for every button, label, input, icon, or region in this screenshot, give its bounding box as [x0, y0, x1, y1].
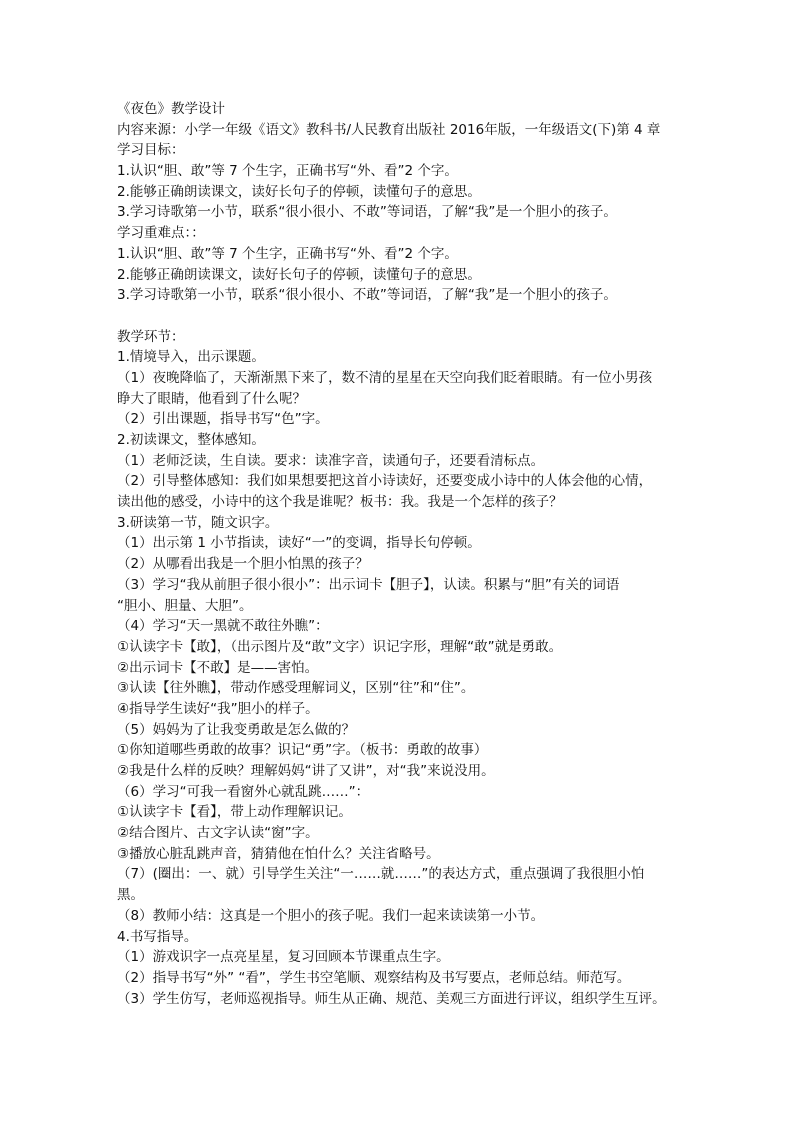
step-line: ②我是什么样的反映？理解妈妈“讲了又讲”，对“我”来说没用。	[117, 763, 495, 779]
step-line: ④指导学生读好“我”胆小的样子。	[117, 700, 319, 717]
step-line: （8）教师小结：这真是一个胆小的孩子呢。我们一起来读读第一小节。	[117, 907, 545, 924]
objectives-heading: 学习目标：	[117, 142, 185, 159]
key-point-item: 1.认识“胆、敢”等 7 个生字，正确书写“外、看”2 个字。	[117, 245, 458, 262]
step-line: （3）学习“我从前胆子很小很小”：出示词卡【胆子】，认读。积累与“胆”有关的词语	[117, 576, 620, 593]
step-line: 2.初读课文，整体感知。	[117, 432, 265, 448]
lesson-plan-document	[117, 99, 687, 1009]
step-line: （3）学生仿写，老师巡视指导。师生从正确、规范、美观三方面进行评议，组织学生互评。	[117, 990, 666, 1007]
step-line: （2）从哪看出我是一个胆小怕黑的孩子？	[117, 556, 369, 573]
document-title: 《夜色》教学设计	[117, 101, 225, 117]
step-line: ①认读字卡【看】，带上动作理解识记。	[117, 804, 352, 821]
step-line: 睁大了眼睛，他看到了什么呢？	[117, 390, 306, 407]
step-line: （1）夜晚降临了，天渐渐黑下来了，数不清的星星在天空向我们眨着眼睛。有一位小男孩	[117, 369, 653, 386]
step-line: ①你知道哪些勇敢的故事？识记“勇”字。（板书：勇敢的故事）	[117, 742, 488, 759]
step-line: （4）学习“天一黑就不敢往外瞧”：	[117, 618, 329, 635]
step-line: ①认读字卡【敢】，（出示图片及“敢”文字）识记字形，理解“敢”就是勇敢。	[117, 638, 563, 655]
content-source: 内容来源：小学一年级《语文》教科书/人民教育出版社 2016年版，一年级语文(下)第 4 章	[117, 121, 661, 138]
steps-heading: 教学环节：	[117, 328, 185, 345]
step-line: （2）引导整体感知：我们如果想要把这首小诗读好，还要变成小诗中的人体会他的心情，	[117, 473, 653, 490]
objective-item: 1.认识“胆、敢”等 7 个生字，正确书写“外、看”2 个字。	[117, 163, 458, 180]
objective-item: 3.学习诗歌第一小节，联系“很小很小、不敢”等词语，了解“我”是一个胆小的孩子。	[117, 204, 617, 221]
step-line: “胆小、胆量、大胆”。	[117, 597, 253, 614]
step-line: （6）学习“可我一看窗外心就乱跳……”：	[117, 783, 370, 800]
key-point-item: 3.学习诗歌第一小节，联系“很小很小、不敢”等词语，了解“我”是一个胆小的孩子。	[117, 287, 617, 304]
step-line: （1）出示第 1 小节指读，读好“一”的变调，指导长句停顿。	[117, 535, 481, 552]
blank-line	[117, 306, 687, 327]
step-line: 1.情境导入，出示课题。	[117, 349, 265, 366]
step-line: 黑。	[117, 887, 144, 904]
step-line: ③播放心脏乱跳声音，猜猜他在怕什么？关注省略号。	[117, 845, 440, 862]
key-point-item: 2.能够正确朗读课文，读好长句子的停顿，读懂句子的意思。	[117, 266, 481, 283]
step-line: ②出示词卡【不敢】是——害怕。	[117, 659, 319, 676]
step-line: （1）老师泛读，生自读。要求：读准字音，读通句子，还要看清标点。	[117, 452, 545, 469]
step-line: （5）妈妈为了让我变勇敢是怎么做的？	[117, 721, 356, 738]
step-line: 读出他的感受，小诗中的这个我是谁呢？板书：我。我是一个怎样的孩子？	[117, 494, 563, 511]
step-line: （2）引出课题，指导书写“色”字。	[117, 411, 329, 428]
step-line: ②结合图片、古文字认读“窗”字。	[117, 825, 319, 842]
step-line: （2）指导书写“外” “看”，学生书空笔顺、观察结构及书写要点，老师总结。师范写。	[117, 969, 631, 986]
step-line: ③认读【往外瞧】，带动作感受理解词义，区别“往”和“住”。	[117, 680, 475, 697]
objective-item: 2.能够正确朗读课文，读好长句子的停顿，读懂句子的意思。	[117, 183, 481, 200]
step-line: （7）(圈出：一、就）引导学生关注“一……就……”的表达方式，重点强调了我很胆小怕	[117, 866, 645, 883]
key-points-heading: 学习重难点：：	[117, 225, 205, 242]
step-line: 4.书写指导。	[117, 928, 198, 945]
step-line: 3.研读第一节，随文识字。	[117, 514, 279, 531]
step-line: （1）游戏识字一点亮星星，复习回顾本节课重点生字。	[117, 949, 450, 966]
